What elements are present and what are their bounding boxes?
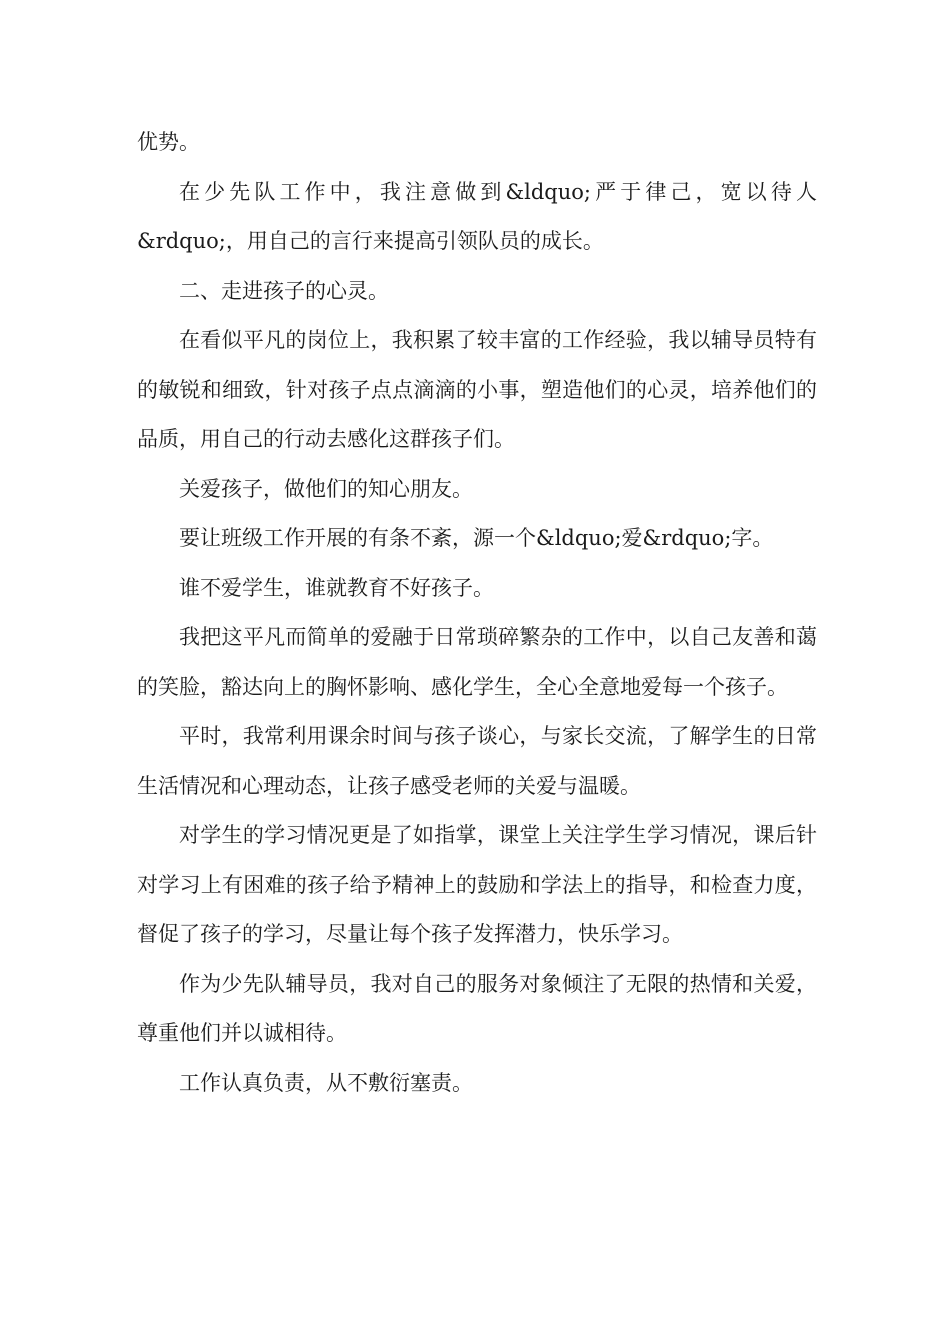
paragraph-12: 工作认真负责，从不敷衍塞责。 <box>179 1070 473 1095</box>
paragraph-1: 优势。 <box>137 130 200 154</box>
paragraph-5: 关爱孩子，做他们的知心朋友。 <box>179 476 473 501</box>
paragraph-8: 我把这平凡而简单的爱融于日常琐碎繁杂的工作中，以自己友善和蔼的笑脸，豁达向上的胸怀影响、感化学生，全心全意地爱每一个孩子。 <box>137 625 817 699</box>
paragraph-2: 在少先队工作中，我注意做到&ldquo;严于律己，宽以待人&rdquo;，用自己的言行来提高引领队员的成长。 <box>137 179 817 253</box>
paragraph-10: 对学生的学习情况更是了如指掌，课堂上关注学生学习情况，课后针对学习上有困难的孩子给予精神上的鼓励和学法上的指导，和检查力度，督促了孩子的学习，尽量让每个孩子发挥潜力，快乐学习。 <box>137 823 817 946</box>
paragraph-6: 要让班级工作开展的有条不紊，源一个&ldquo;爱&rdquo;字。 <box>179 526 774 550</box>
paragraph-7: 谁不爱学生，谁就教育不好孩子。 <box>179 575 494 600</box>
paragraph-4: 在看似平凡的岗位上，我积累了较丰富的工作经验，我以辅导员特有的敏锐和细致，针对孩子点点滴滴的小事，塑造他们的心灵，培养他们的品质，用自己的行动去感化这群孩子们。 <box>137 328 817 451</box>
document-body <box>137 118 817 1108</box>
paragraph-9: 平时，我常利用课余时间与孩子谈心，与家长交流，了解学生的日常生活情况和心理动态，让孩子感受老师的关爱与温暖。 <box>137 724 817 798</box>
paragraph-11: 作为少先队辅导员，我对自己的服务对象倾注了无限的热情和关爱，尊重他们并以诚相待。 <box>137 971 817 1045</box>
section-heading: 二、走进孩子的心灵。 <box>179 278 389 303</box>
